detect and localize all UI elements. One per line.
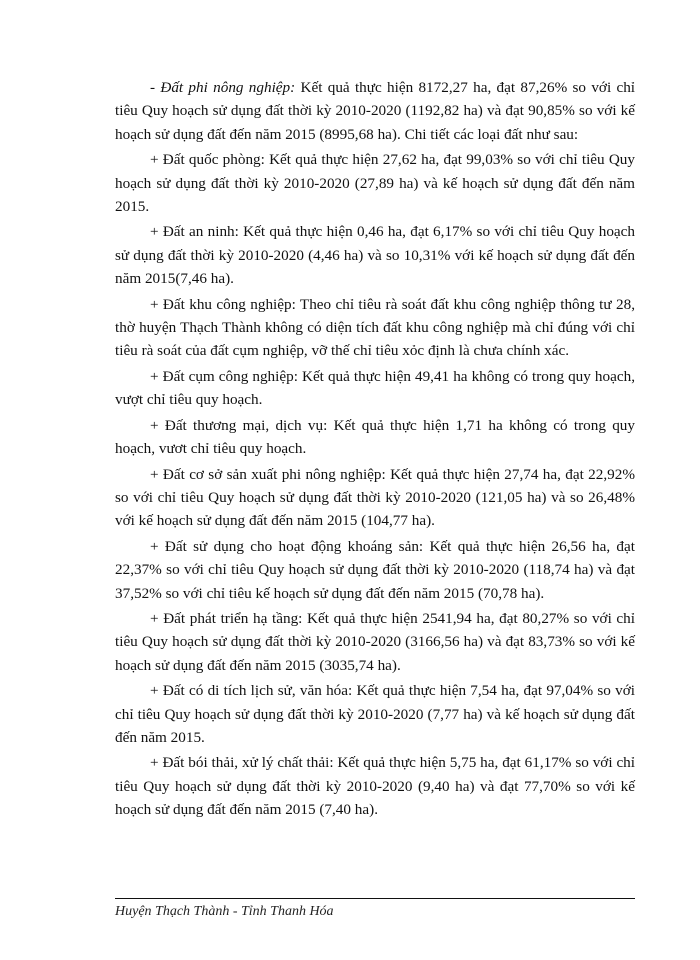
- paragraph-security-land: + Đất an ninh: Kết quả thực hiện 0,46 ha, đạt 6,17% so với chỉ tiêu Quy hoạch sử dụng đất thời kỳ 2010-2020 (4,46 ha) và so 10,31% với kế hoạch sử dụng đất đến năm 2015(7,46 ha).: [115, 223, 635, 288]
- paragraph-lead: - Đất phi nông nghiệp:: [150, 79, 296, 96]
- footer-text: Huyện Thạch Thành - Tỉnh Thanh Hóa: [115, 904, 334, 919]
- paragraph-commercial-land: + Đất thương mại, dịch vụ: Kết quả thực hiện 1,71 ha không có trong quy hoạch, vươt chỉ tiêu quy hoạch.: [115, 416, 635, 458]
- paragraph-mining-land: + Đất sử dụng cho hoạt động khoáng sản: Kết quả thực hiện 26,56 ha, đạt 22,37% so với chỉ tiêu Quy hoạch sử dụng đất thời kỳ 2010-2020 (118,74 ha) và đạt 37,52% so với chỉ tiêu kế hoạch sử dụng đất đến năm 2015 (70,78 ha).: [115, 537, 635, 602]
- paragraph-non-agricultural-land: [115, 76, 635, 146]
- paragraph-defense-land: + Đất quốc phòng: Kết quả thực hiện 27,62 ha, đạt 99,03% so với chỉ tiêu Quy hoạch sử dụng đất thời kỳ 2010-2020 (27,89 ha) và kế hoạch sử dụng đất đến năm 2015.: [115, 151, 635, 216]
- paragraph-industrial-zone-land: + Đất khu công nghiệp: Theo chỉ tiêu rà soát đất khu công nghiệp thông tư 28, thờ huyện Thạch Thành không có diện tích đất khu công nghiệp mà chỉ đúng với chỉ tiêu rà soát của đất cụm nghiệp, vỡ thế chỉ tiêu xỏc định là chưa chính xác.: [115, 295, 635, 360]
- paragraph-heritage-land: + Đất có di tích lịch sử, văn hóa: Kết quả thực hiện 7,54 ha, đạt 97,04% so với chỉ tiêu Quy hoạch sử dụng đất thời kỳ 2010-2020 (7,77 ha) và kế hoạch sử dụng đất đến năm 2015.: [115, 682, 635, 746]
- paragraph-production-facility-land: + Đất cơ sở sản xuất phi nông nghiệp: Kết quả thực hiện 27,74 ha, đạt 22,92% so với chỉ tiêu Quy hoạch sử dụng đất thời kỳ 2010-2020 (121,05 ha) và so 26,48% với kế hoạch sử dụng đất đến năm 2015 (104,77 ha).: [115, 465, 635, 530]
- footer-divider: [115, 898, 635, 899]
- paragraph-text: Kết quả thực hiện 8172,27 ha, đạt 87,26% so với chỉ tiêu Quy hoạch sử dụng đất thời kỳ 2010-2020 (1192,82 ha) và đạt 90,85% so với kế hoạch sử dụng đất đến năm 2015 (8995,68 ha). Chi tiết các loại đất như sau:: [115, 79, 636, 143]
- paragraph-industrial-cluster-land: + Đất cụm công nghiệp: Kết quả thực hiện 49,41 ha không có trong quy hoạch, vượt chỉ tiêu quy hoạch.: [115, 367, 635, 409]
- document-body: [115, 76, 635, 824]
- paragraph-waste-land: + Đất bói thải, xử lý chất thải: Kết quả thực hiện 5,75 ha, đạt 61,17% so với chỉ tiêu Quy hoạch sử dụng đất thời kỳ 2010-2020 (9,40 ha) và đạt 77,70% so với kế hoạch sử dụng đất đến năm 2015 (7,40 ha).: [115, 754, 635, 819]
- paragraph-infrastructure-land: + Đất phát triển hạ tầng: Kết quả thực hiện 2541,94 ha, đạt 80,27% so với chỉ tiêu Quy hoạch sử dụng đất thời kỳ 2010-2020 (3166,56 ha) và đạt 83,73% so với kế hoạch sử dụng đất đến năm 2015 (3035,74 ha).: [115, 609, 635, 674]
